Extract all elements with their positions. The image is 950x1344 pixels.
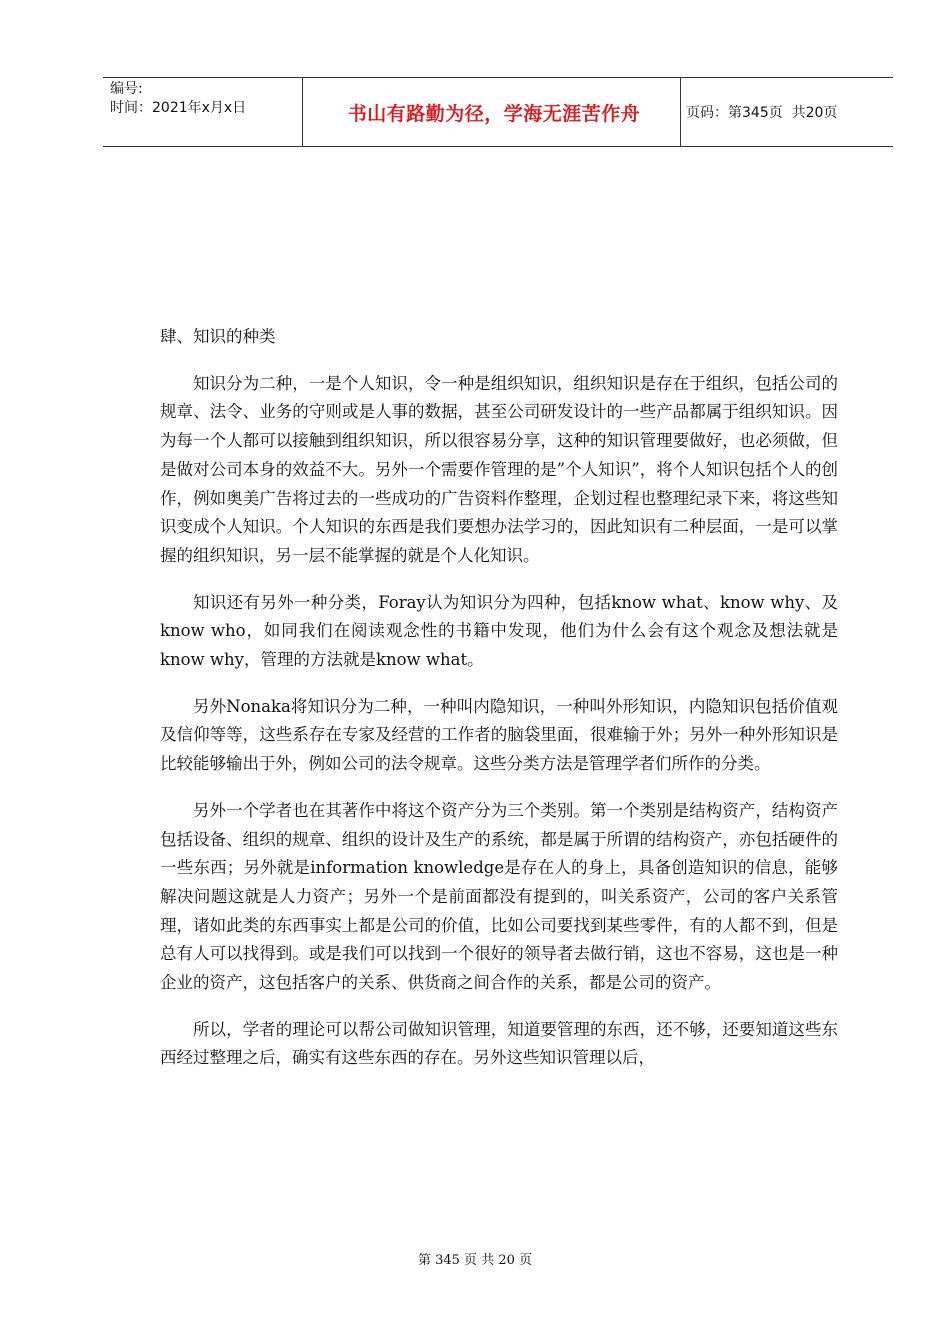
header-date: 时间：2021年x月x日 (110, 100, 247, 116)
paragraph: 另外Nonaka将知识分为二种，一种叫内隐知识，一种叫外形知识，内隐知识包括价值观及信仰等等，这些系存在专家及经营的工作者的脑袋里面，很难输于外；另外一种外形知识是比较能够输出于外，例如公司的法令规章。这些分类方法是管理学者们所作的分类。 (160, 696, 838, 774)
header-motto: 书山有路勤为径，学海无涯苦作舟 (347, 102, 641, 125)
paragraph: 知识还有另外一种分类，Foray认为知识分为四种，包括know what、know why、及know who，如同我们在阅读观念性的书籍中发现，他们为什么会有这个观念及想法就是know why，管理的方法就是know what。 (160, 592, 838, 670)
header-page-info (686, 78, 891, 146)
header-divider (302, 78, 303, 146)
footer-page-number: 第 345 页 共 20 页 (417, 1253, 533, 1268)
section-heading: 肆、知识的种类 (160, 327, 276, 346)
paragraph: 知识分为二种，一是个人知识，令一种是组织知识，组织知识是存在于组织，包括公司的规章、法令、业务的守则或是人事的数据，甚至公司研发设计的一些产品都属于组织知识。因为每一个人都可以接触到组织知识，所以很容易分享，这种的知识管理要做好，也必须做，但是做对公司本身的效益不大。另外一个需要作管理的是”个人知识”，将个人知识包括个人的创作，例如奥美广告将过去的一些成功的广告资料作整理，企划过程也整理纪录下来，将这些知识变成个人知识。个人知识的东西是我们要想办法学习的，因此知识有二种层面，一是可以掌握的组织知识，另一层不能掌握的就是个人化知识。 (160, 373, 838, 565)
header-number-label: 编号: (110, 81, 143, 97)
paragraph: 另外一个学者也在其著作中将这个资产分为三个类别。第一个类别是结构资产，结构资产包括设备、组织的规章、组织的设计及生产的系统，都是属于所谓的结构资产，亦包括硬件的一些东西；另外就是information knowledge是存在人的身上，具备创造知识的信息，能够解决问题这就是人力资产；另外一个是前面都没有提到的，叫关系资产，公司的客户关系管理，诸如此类的东西事实上都是公司的价值，比如公司要找到某些零件，有的人都不到，但是总有人可以找得到。或是我们可以找到一个很好的领导者去做行销，这也不容易，这也是一种企业的资产，这包括客户的关系、供货商之间合作的关系，都是公司的资产。 (160, 800, 838, 993)
header-page-label: 页码：第345页 共20页 (686, 105, 838, 121)
header-meta (110, 80, 300, 118)
header-divider (680, 78, 681, 146)
page-header (103, 77, 893, 147)
paragraph: 所以，学者的理论可以帮公司做知识管理，知道要管理的东西，还不够，还要知道这些东西经过整理之后，确实有这些东西的存在。另外这些知识管理以后， (160, 1019, 838, 1068)
page-footer (0, 1249, 950, 1268)
document-body (160, 323, 838, 1091)
